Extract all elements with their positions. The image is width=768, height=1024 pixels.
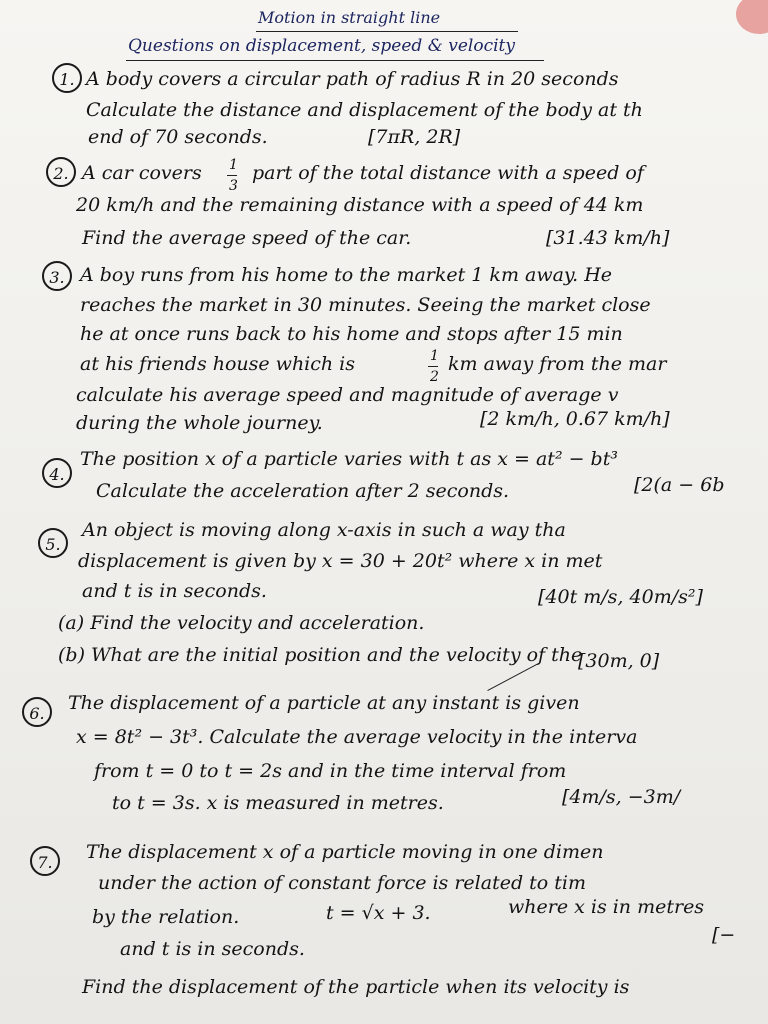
question-line: (a) Find the velocity and acceleration.	[58, 612, 425, 634]
question-number-badge: 1.	[52, 63, 82, 93]
question-line: x = 8t² − 3t³. Calculate the average velocity in the interva	[76, 726, 638, 748]
question-line: An object is moving along x-axis in such a way tha	[82, 519, 566, 541]
question-line: A boy runs from his home to the market 1 km away. He	[80, 264, 613, 286]
answer-text: [4m/s, −3m/	[562, 786, 681, 808]
question-number-badge: 6.	[22, 697, 52, 727]
question-line: he at once runs back to his home and stops after 15 min	[80, 323, 623, 345]
fraction-denominator: 2	[430, 369, 439, 385]
answer-text: [2 km/h, 0.67 km/h]	[480, 408, 670, 430]
answer-text: [40t m/s, 40m/s²]	[538, 586, 703, 608]
subtitle-underline	[126, 60, 544, 61]
answer-text: [30m, 0]	[578, 650, 660, 672]
question-number-badge: 5.	[38, 528, 68, 558]
question-line: Calculate the distance and displacement of the body at th	[86, 99, 643, 121]
question-line: calculate his average speed and magnitude of average v	[76, 384, 619, 406]
question-line: Find the average speed of the car.	[82, 227, 412, 249]
answer-text: [31.43 km/h]	[546, 227, 670, 249]
question-line: by the relation.	[92, 906, 240, 928]
fraction-numerator: 1	[430, 348, 439, 364]
pen-stroke	[487, 662, 540, 691]
page-title: Motion in straight line	[258, 8, 441, 27]
question-number-badge: 4.	[42, 458, 72, 488]
question-line: during the whole journey.	[76, 412, 323, 434]
fraction-numerator: 1	[229, 157, 238, 173]
answer-text: [2(a − 6b	[634, 474, 725, 496]
page-subtitle: Questions on displacement, speed & velocity	[128, 36, 515, 56]
question-line: to t = 3s. x is measured in metres.	[112, 792, 444, 814]
question-line: reaches the market in 30 minutes. Seeing the market close	[80, 294, 651, 316]
finger-photo-artifact	[736, 0, 768, 34]
title-underline	[256, 31, 518, 32]
question-line: The displacement of a particle at any instant is given	[68, 692, 580, 714]
question-line: at his friends house which is	[80, 353, 355, 375]
question-line: The position x of a particle varies with t as x = at² − bt³	[80, 448, 618, 470]
question-line: The displacement x of a particle moving in one dimen	[86, 841, 604, 863]
question-line: A body covers a circular path of radius R in 20 seconds	[86, 68, 619, 90]
question-line: km away from the mar	[448, 353, 667, 375]
question-line: and t is in seconds.	[82, 580, 267, 602]
question-line: end of 70 seconds.	[88, 126, 268, 148]
question-line: A car covers	[82, 162, 202, 184]
question-line: (b) What are the initial position and the velocity of the	[58, 644, 583, 666]
question-line: displacement is given by x = 30 + 20t² where x in met	[78, 550, 603, 572]
fraction-bar	[428, 366, 438, 367]
answer-text: [−	[712, 924, 736, 946]
question-number-badge: 3.	[42, 261, 72, 291]
answer-text: [7πR, 2R]	[368, 126, 461, 148]
fraction-bar	[227, 175, 237, 176]
fraction-denominator: 3	[229, 178, 238, 194]
question-number-badge: 7.	[30, 846, 60, 876]
question-line: Find the displacement of the particle when its velocity is	[82, 976, 630, 998]
question-line: 20 km/h and the remaining distance with a speed of 44 km	[76, 194, 644, 216]
question-line: and t is in seconds.	[120, 938, 305, 960]
question-line: part of the total distance with a speed of	[252, 162, 644, 184]
question-number-badge: 2.	[46, 157, 76, 187]
question-line: from t = 0 to t = 2s and in the time interval from	[94, 760, 567, 782]
question-line: Calculate the acceleration after 2 seconds.	[96, 480, 510, 502]
question-line: where x is in metres	[508, 896, 705, 918]
question-line: under the action of constant force is related to tim	[98, 872, 587, 894]
formula: t = √x + 3.	[326, 902, 431, 924]
